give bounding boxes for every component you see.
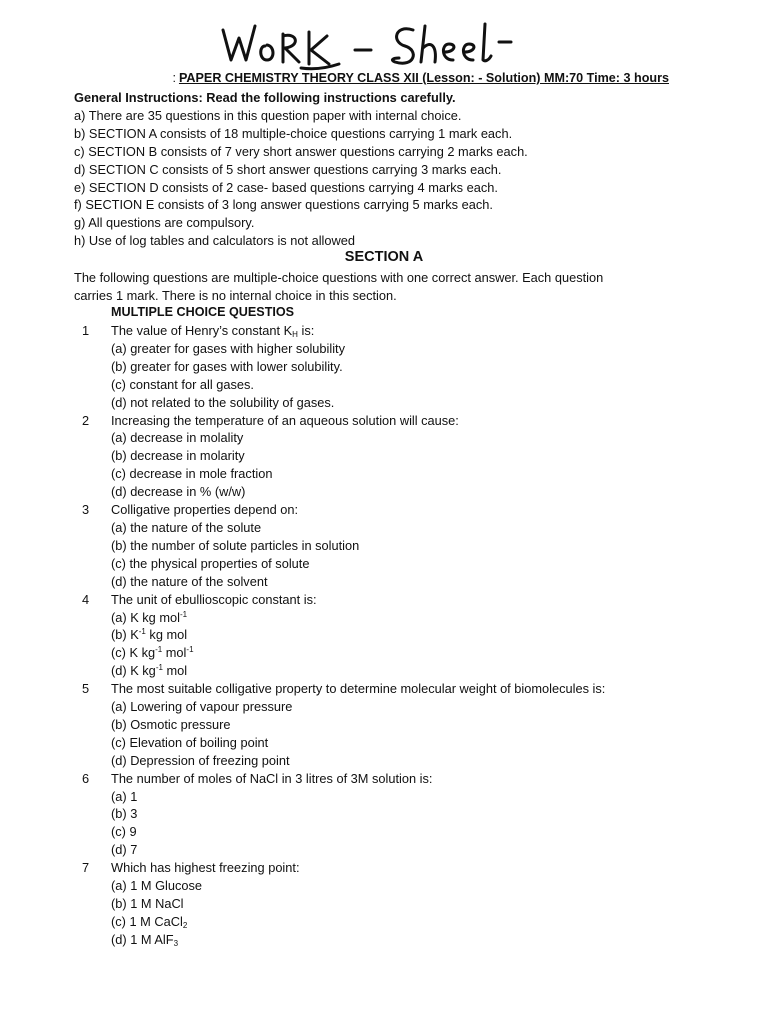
question-item	[74, 859, 714, 949]
question-item	[74, 501, 714, 591]
handwritten-title-signature	[215, 12, 525, 72]
question-item	[74, 680, 714, 770]
option: (c) 9	[111, 824, 137, 840]
instruction-item: e) SECTION D consists of 2 case- based questions carrying 4 marks each.	[74, 179, 498, 195]
option: (d) not related to the solubility of gases.	[111, 394, 335, 410]
option: (b) Osmotic pressure	[111, 716, 231, 732]
section-a-title: SECTION A	[344, 249, 424, 265]
question-text: The value of Henry’s constant $K_H$ is:	[111, 323, 315, 339]
option: (a) decrease in molality	[111, 430, 244, 446]
option: (c) Elevation of boiling point	[111, 734, 269, 750]
instruction-item: c) SECTION B consists of 7 very short answer questions carrying 2 marks each.	[74, 143, 528, 159]
option: (b) greater for gases with lower solubility.	[111, 358, 343, 374]
option: (c) K $kg^{-1}$ mol$^{-1}$	[111, 645, 194, 661]
question-text: Colligative properties depend on:	[111, 502, 299, 518]
option: (d) Depression of freezing point	[111, 752, 290, 768]
option: (a) greater for gases with higher solubility	[111, 340, 346, 356]
general-instructions	[74, 89, 714, 250]
option: (d) decrease in % (w/w)	[111, 484, 246, 500]
question-number: 2	[82, 412, 90, 428]
instruction-item: b) SECTION A consists of 18 multiple-choice questions carrying 1 mark each.	[74, 125, 513, 141]
option: (c) 1 M CaCl$_2$	[111, 913, 188, 930]
instruction-item: f) SECTION E consists of 3 long answer questions carrying 5 marks each.	[74, 197, 493, 213]
option: (d) the nature of the solvent	[111, 573, 268, 589]
mcq-heading: MULTIPLE CHOICE QUESTIOS	[111, 305, 295, 319]
paper-header	[0, 71, 669, 85]
section-desc-line: The following questions are multiple-choice questions with one correct answer. Each question	[74, 270, 604, 285]
question-item	[74, 322, 714, 412]
section-a-description	[74, 269, 714, 305]
option: (a) 1 M Glucose	[111, 878, 203, 894]
option: (c) the physical properties of solute	[111, 555, 310, 571]
instructions-heading: General Instructions: Read the following instructions carefully.	[74, 90, 456, 105]
option: (c) constant for all gases.	[111, 376, 254, 392]
instruction-item: h) Use of log tables and calculators is not allowed	[74, 233, 355, 249]
question-number: 4	[82, 591, 90, 607]
question-number: 3	[82, 502, 90, 518]
question-item	[74, 591, 714, 681]
option: (a) K kg mol$^{-1}$	[111, 609, 188, 625]
option: (a) Lowering of vapour pressure	[111, 699, 293, 715]
option: (a) the nature of the solute	[111, 519, 262, 535]
question-number: 1	[82, 323, 90, 338]
option: (b) 1 M NaCl	[111, 896, 184, 911]
header-prefix: :	[172, 71, 176, 85]
header-title: PAPER CHEMISTRY THEORY CLASS XII (Lesson: - Solution) MM:70 Time: 3 hours	[178, 71, 669, 85]
instruction-item: a) There are 35 questions in this question paper with internal choice.	[74, 107, 462, 123]
question-number: 5	[82, 681, 90, 697]
option: (d) K $kg^{-1}$ mol	[111, 663, 188, 679]
option: (c) decrease in mole fraction	[111, 466, 273, 482]
question-text: Increasing the temperature of an aqueous solution will cause:	[111, 412, 459, 428]
question-text: The most suitable colligative property to determine molecular weight of biomolecules is:	[111, 681, 606, 697]
question-text: Which has highest freezing point:	[111, 860, 300, 876]
question-item	[74, 770, 714, 860]
question-number: 6	[82, 770, 90, 786]
option: (b) the number of solute particles in solution	[111, 537, 360, 553]
question-text: The number of moles of NaCl in 3 litres of 3M solution is:	[111, 770, 433, 786]
option: (d) 1 M AlF$_3$	[111, 931, 179, 948]
option: (a) 1	[111, 788, 138, 804]
option: (b) 3	[111, 806, 138, 822]
option: (b) decrease in molarity	[111, 448, 245, 464]
question-item	[74, 412, 714, 502]
instruction-item: g) All questions are compulsory.	[74, 215, 255, 231]
question-list	[74, 322, 714, 949]
option: (b) $K^{-1}$ kg mol	[111, 627, 188, 643]
question-text: The unit of ebullioscopic constant is:	[111, 591, 317, 607]
question-number: 7	[82, 860, 90, 876]
option: (d) 7	[111, 842, 138, 858]
instruction-item: d) SECTION C consists of 5 short answer questions carrying 3 marks each.	[74, 161, 502, 177]
section-desc-line: carries 1 mark. There is no internal choice in this section.	[74, 287, 397, 303]
